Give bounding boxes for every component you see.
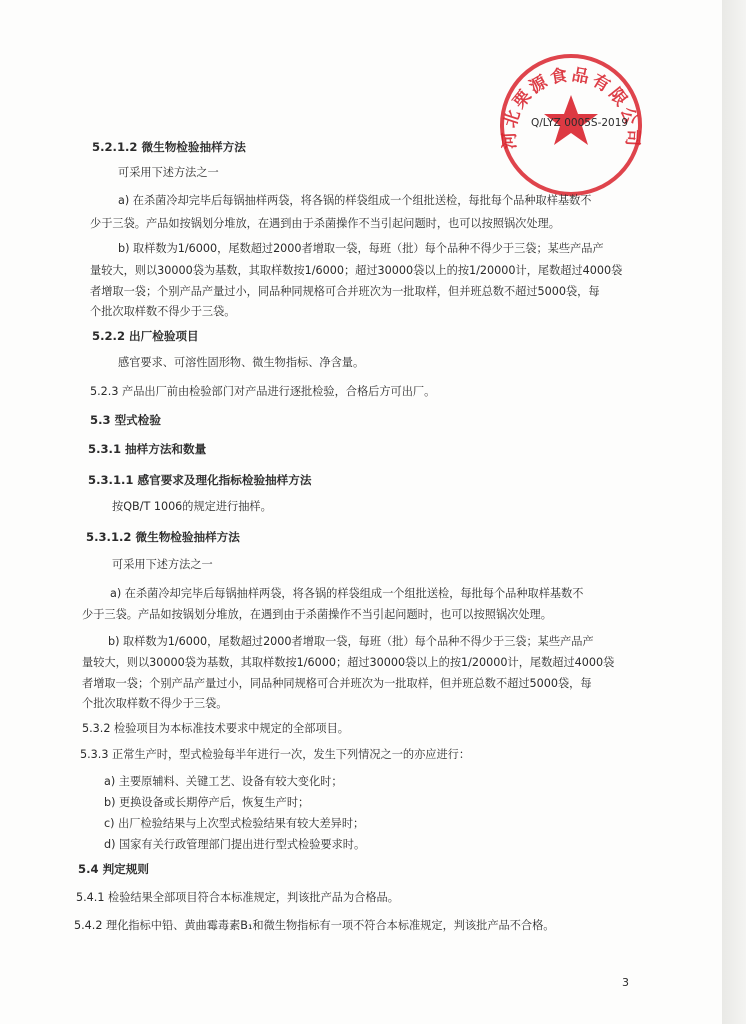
- section-5-3-1-2-b-line4: 个批次取样数不得少于三袋。: [82, 697, 228, 710]
- section-5-2-1-2-b-line4: 个批次取样数不得少于三袋。: [90, 305, 236, 318]
- section-5-3-3-item-d: d) 国家有关行政管理部门提出进行型式检验要求时。: [104, 838, 366, 851]
- section-5-3-1-2-a-line1: a) 在杀菌冷却完毕后每锅抽样两袋，将各锅的样袋组成一个组批送检，每批每个品种取样基数不: [110, 587, 584, 600]
- section-5-3-1-2-title: 5.3.1.2 微生物检验抽样方法: [86, 530, 240, 544]
- section-5-3-2: 5.3.2 检验项目为本标准技术要求中规定的全部项目。: [82, 722, 349, 735]
- section-5-2-1-2-intro: 可采用下述方法之一: [118, 166, 219, 179]
- section-5-4-title: 5.4 判定规则: [78, 862, 149, 876]
- section-5-2-1-2-title: 5.2.1.2 微生物检验抽样方法: [92, 140, 246, 154]
- section-5-3-title: 5.3 型式检验: [90, 413, 161, 427]
- section-5-2-1-2-a-line1: a) 在杀菌冷却完毕后每锅抽样两袋，将各锅的样袋组成一个组批送检，每批每个品种取样基数不: [118, 194, 592, 207]
- section-5-3-1-title: 5.3.1 抽样方法和数量: [88, 442, 207, 456]
- section-5-3-1-2-b-line1: b) 取样数为1/6000，尾数超过2000者增取一袋，每班（批）每个品种不得少于三袋；某些产品产: [108, 635, 594, 648]
- page-number: 3: [622, 976, 629, 989]
- section-5-4-2: 5.4.2 理化指标中铅、黄曲霉毒素B₁和微生物指标有一项不符合本标准规定，判该批产品不合格。: [74, 919, 555, 932]
- scan-edge: [722, 0, 746, 1024]
- seal-company-name: 河北栗源食品有限公司: [499, 65, 643, 150]
- section-5-2-2-body: 感官要求、可溶性固形物、微生物指标、净含量。: [118, 356, 365, 369]
- section-5-3-3-item-b: b) 更换设备或长期停产后，恢复生产时；: [104, 796, 310, 809]
- section-5-3-1-2-b-line2: 量较大，则以30000袋为基数，其取样数按1/6000；超过30000袋以上的按1/20000计，尾数超过4000袋: [82, 656, 615, 669]
- section-5-4-1: 5.4.1 检验结果全部项目符合本标准规定，判该批产品为合格品。: [76, 891, 399, 904]
- section-5-2-1-2-b-line2: 量较大，则以30000袋为基数，其取样数按1/6000；超过30000袋以上的按1/20000计，尾数超过4000袋: [90, 264, 623, 277]
- section-5-3-1-2-a-line2: 少于三袋。产品如按锅划分堆放，在遇到由于杀菌操作不当引起问题时，也可以按照锅次处理。: [82, 608, 552, 621]
- section-5-3-1-1-body: 按QB/T 1006的规定进行抽样。: [112, 500, 272, 513]
- section-5-3-3: 5.3.3 正常生产时，型式检验每半年进行一次，发生下列情况之一的亦应进行：: [80, 748, 471, 761]
- section-5-2-3: 5.2.3 产品出厂前由检验部门对产品进行逐批检验，合格后方可出厂。: [90, 385, 436, 398]
- section-5-2-1-2-b-line3: 者增取一袋；个别产品产量过小，同品种同规格可合并班次为一批取样，但并班总数不超过5000袋，每: [90, 285, 600, 298]
- section-5-2-1-2-a-line2: 少于三袋。产品如按锅划分堆放，在遇到由于杀菌操作不当引起问题时，也可以按照锅次处理。: [90, 217, 560, 230]
- section-5-2-1-2-b-line1: b) 取样数为1/6000，尾数超过2000者增取一袋，每班（批）每个品种不得少于三袋；某些产品产: [118, 242, 604, 255]
- section-5-3-1-1-title: 5.3.1.1 感官要求及理化指标检验抽样方法: [88, 473, 312, 487]
- standard-code: Q/LYZ 0005S-2019: [531, 117, 629, 129]
- section-5-3-3-item-a: a) 主要原辅料、关键工艺、设备有较大变化时；: [104, 775, 343, 788]
- section-5-3-1-2-intro: 可采用下述方法之一: [112, 558, 213, 571]
- section-5-3-1-2-b-line3: 者增取一袋；个别产品产量过小，同品种同规格可合并班次为一批取样，但并班总数不超过5000袋，每: [82, 677, 592, 690]
- section-5-2-2-title: 5.2.2 出厂检验项目: [92, 329, 199, 343]
- section-5-3-3-item-c: c) 出厂检验结果与上次型式检验结果有较大差异时；: [104, 817, 365, 830]
